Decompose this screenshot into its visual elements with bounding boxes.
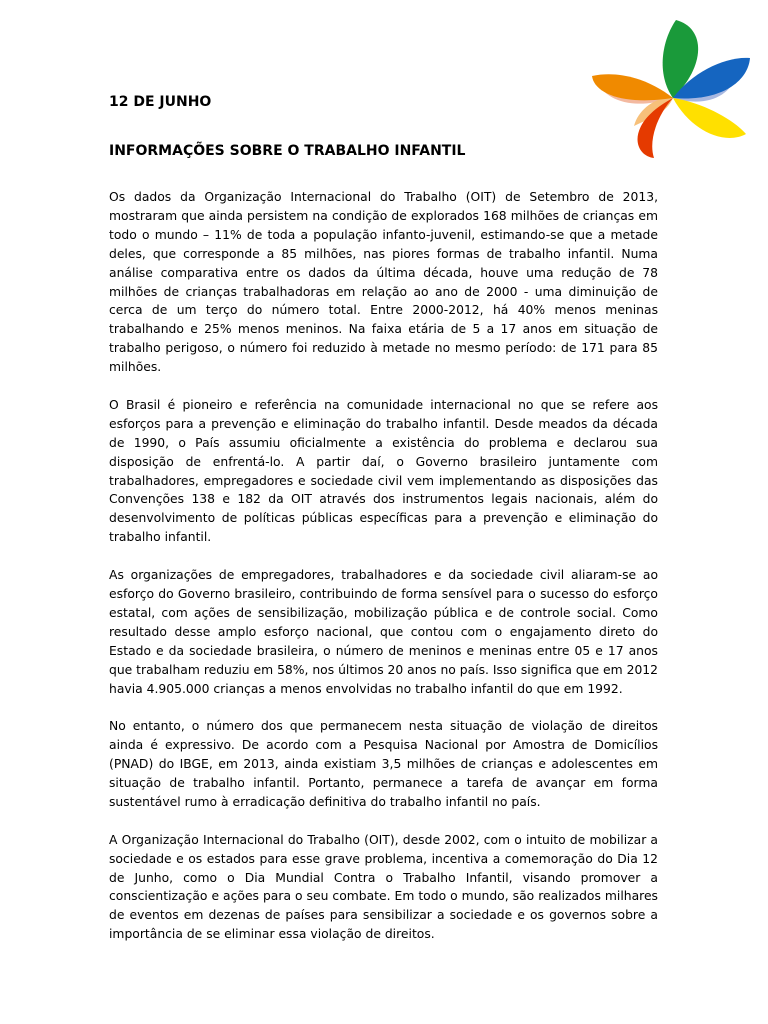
paragraph-4: No entanto, o número dos que permanecem nesta situação de violação de direitos ainda é expressivo. De acordo com a Pesquisa Nacional por Amostra de Domicílios (PNAD) do IBGE, em 2013, ainda existiam 3,5 milhões de crianças e adolescentes em situação de trabalho infantil. Portanto, permanece a tarefa de avançar em forma sustentável rumo à erradicação definitiva do trabalho infantil no país. <box>109 719 658 809</box>
orange-blade <box>592 74 673 100</box>
yellow-blade <box>673 98 746 138</box>
paragraph-5: A Organização Internacional do Trabalho (OIT), desde 2002, com o intuito de mobilizar a sociedade e os estados para esse grave problema, incentiva a comemoração do Dia 12 de Junho, como o Dia Mundial Contra o Trabalho Infantil, visando promover a conscientização e ações para o seu combate. Em todo o mundo, são realizados milhares de eventos em dezenas de países para sensibilizar a sociedade e os governos sobre a importância de se eliminar essa violação de direitos. <box>109 832 658 942</box>
document-title: INFORMAÇÕES SOBRE O TRABALHO INFANTIL <box>109 143 466 159</box>
paragraph-3: As organizações de empregadores, trabalhadores e da sociedade civil aliaram-se ao esforço do Governo brasileiro, contribuindo de forma sensível para o sucesso do esforço estatal, com ações de sensibilização, mobilização pública e de controle social. Como resultado desse amplo esforço nacional, que contou com o engajamento direto do Estado e da sociedade brasileira, o número de meninos e meninas entre 05 e 17 anos que trabalham reduziu em 58%, nos últimos 20 anos no país. Isso significa que em 2012 havia 4.905.000 crianças a menos envolvidas no trabalho infantil do que em 1992. <box>109 568 658 696</box>
paragraph-2: O Brasil é pioneiro e referência na comunidade internacional no que se refere aos esforços para a prevenção e eliminação do trabalho infantil. Desde meados da década de 1990, o País assumiu oficialmente a existência do problema e declarou sua disposição de enfrentá-lo. A partir daí, o Governo brasileiro juntamente com trabalhadores, empregadores e sociedade civil vem implementando as disposições das Convenções 138 e 182 da OIT através dos instrumentos legais nacionais, além do desenvolvimento de políticas públicas específicas para a prevenção e eliminação do trabalho infantil. <box>109 397 658 545</box>
paragraph-1: Os dados da Organização Internacional do Trabalho (OIT) de Setembro de 2013, mostraram que ainda persistem na condição de explorados 168 milhões de crianças em todo o mundo – 11% de toda a população infanto-juvenil, estimando-se que a metade deles, que corresponde a 85 milhões, nas piores formas de trabalho infantil. Numa análise comparativa entre os dados da última década, houve uma redução de 78 milhões de crianças trabalhadoras em relação ao ano de 2000 - uma diminuição de cerca de um terço do número total. Entre 2000-2012, há 40% menos meninas trabalhando e 25% menos meninos. Na faixa etária de 5 a 17 anos em situação de trabalho perigoso, o número foi reduzido à metade no mesmo período: de 171 para 85 milhões. <box>109 190 658 375</box>
document-body <box>109 188 658 963</box>
date-heading: 12 DE JUNHO <box>109 94 212 110</box>
pinwheel-logo-icon <box>580 18 768 158</box>
